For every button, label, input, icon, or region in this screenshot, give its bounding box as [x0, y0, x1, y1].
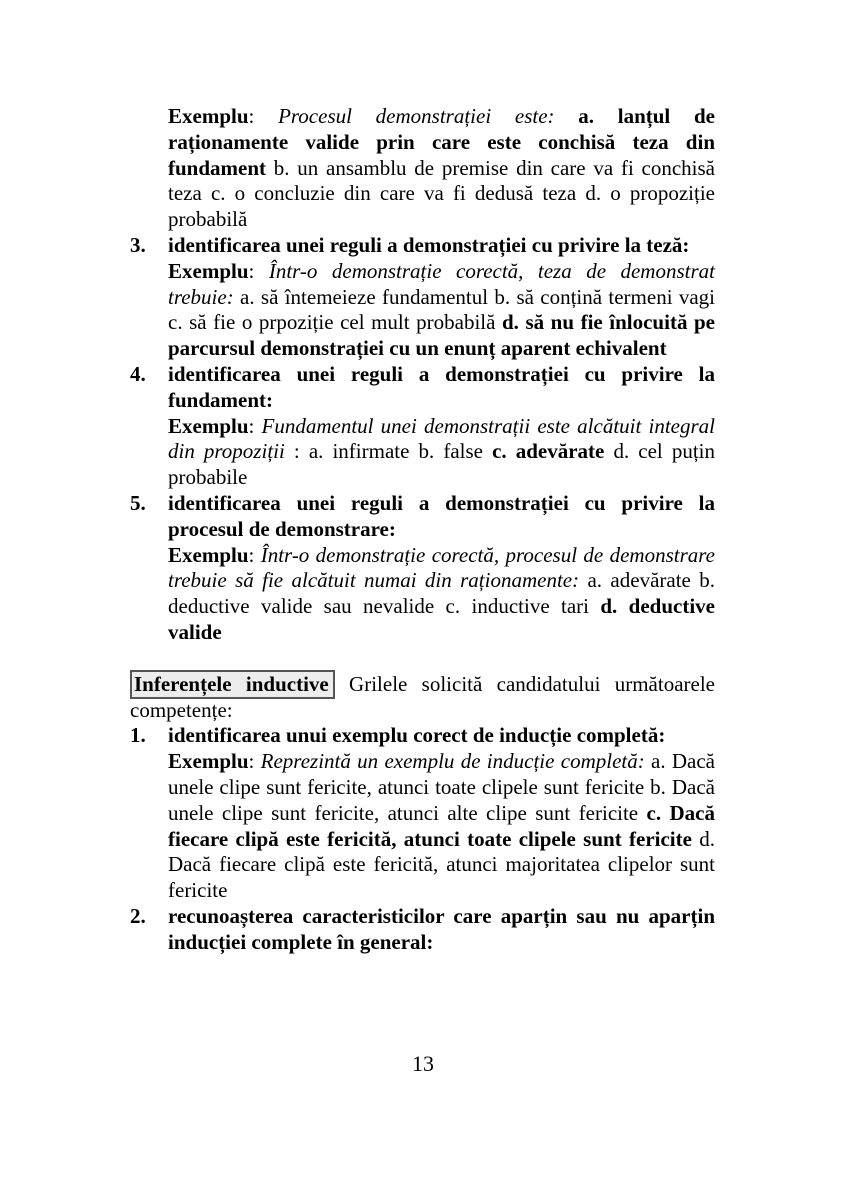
text-run-normal: : — [248, 749, 261, 774]
list-item-heading — [168, 491, 715, 543]
list-item-example — [168, 749, 715, 904]
text-run-normal: a. Dacă unele clipe sunt fericite, atunci toate clipele sunt fericite b. Dacă unele clipe sunt fericite, atunci alte clipe sunt fericite — [168, 749, 716, 825]
text-run-italic: Fundamentul unei demonstrații este alcătuit integral din propoziții — [168, 413, 715, 464]
paragraph-inductive-inferences-intro — [130, 672, 715, 724]
list-item-body — [168, 904, 715, 956]
boxed-heading: Inferențele inductive — [130, 670, 335, 699]
list-item-3 — [130, 233, 715, 362]
text-run-normal: a. să întemeieze fundamentul b. să conțină termeni vagi c. să fie o prpoziție cel mult probabilă — [168, 284, 715, 335]
list-item-number: 4. — [130, 361, 146, 386]
list-item-4 — [130, 362, 715, 491]
page-number: 13 — [412, 1051, 434, 1076]
list-item-number: 1. — [130, 723, 146, 748]
text-run-bold: Exemplu — [168, 258, 249, 283]
text-run-bold: recunoașterea caracteristicilor care aparțin sau nu aparțin inducției complete în general: — [168, 903, 715, 954]
list-item-heading — [168, 233, 715, 259]
text-run-normal: : a. infirmate b. false — [284, 439, 493, 464]
list-item-number: 3. — [130, 232, 146, 257]
text-run-bold: Exemplu — [168, 542, 249, 567]
text-run-bold: a. lanțul de raționamente valide prin care este conchisă teza din fundament — [168, 104, 715, 180]
text-run-normal: : — [248, 413, 262, 438]
paragraph-example-demonstration-process — [168, 104, 715, 233]
list-item-number: 5. — [130, 490, 146, 515]
list-item-body — [168, 362, 715, 491]
text-run-italic: Reprezintă un exemplu de inducție completă: — [260, 749, 652, 774]
text-run-bold: identificarea unei reguli a demonstrației cu privire la teză: — [168, 232, 690, 257]
text-run-italic: Într-o demonstrație corectă, teza de demonstrat trebuie: — [168, 258, 715, 309]
list-item-body — [168, 233, 715, 362]
text-run-normal: d. Dacă fiecare clipă este fericită, atunci majoritatea clipelor sunt fericite — [168, 826, 716, 903]
list-item-5 — [130, 491, 715, 646]
list-item-heading — [168, 904, 715, 956]
list-item-example — [168, 414, 715, 491]
text-run-normal: : — [248, 542, 261, 567]
text-run-bold: c. Dacă fiecare clipă este fericită, atunci toate clipele sunt fericite — [168, 800, 715, 851]
list-item-heading — [168, 362, 715, 414]
text-run-normal: a. adevărate b. deductive valide sau nevalide c. inductive tari — [168, 568, 715, 619]
list-item-body — [168, 723, 715, 904]
list-item-number: 2. — [130, 903, 146, 928]
text-run-normal: Grilele solicită candidatului următoarele competențe: — [130, 671, 716, 722]
text-run-bold: d. deductive valide — [168, 594, 716, 644]
text-run-bold: Exemplu — [168, 104, 249, 128]
text-run-bold: d. să nu fie înlocuită pe parcursul demonstrației cu un enunț aparent echivalent — [168, 310, 715, 361]
page-content — [130, 104, 715, 956]
list-item-1 — [130, 723, 715, 904]
text-run-normal: : — [248, 104, 279, 128]
text-run-normal: d. cel puțin probabile — [168, 439, 715, 490]
text-run-bold: identificarea unei reguli a demonstrației cu privire la procesul de demonstrare: — [168, 490, 715, 541]
text-run-italic: Procesul demonstrației este: — [278, 104, 579, 128]
text-run-bold: Exemplu — [168, 749, 249, 774]
text-run-italic: Într-o demonstrație corectă, procesul de demonstrare trebuie să fie alcătuit numai din raționamente: — [168, 542, 715, 593]
text-run-normal: : — [248, 258, 269, 283]
list-item-example — [168, 543, 715, 646]
text-run-bold: c. adevărate — [492, 439, 605, 464]
text-run-bold: Exemplu — [168, 413, 249, 438]
text-run-bold: identificarea unui exemplu corect de inducție completă: — [168, 723, 666, 748]
list-item-heading — [168, 723, 715, 749]
list-item-body — [168, 491, 715, 646]
text-run-normal: b. un ansamblu de premise din care va fi conchisă teza c. o concluzie din care va fi dedusă teza d. o propoziție probabilă — [168, 155, 715, 232]
list-item-example — [168, 259, 715, 362]
list-item-2 — [130, 904, 715, 956]
text-run-bold: identificarea unei reguli a demonstrației cu privire la fundament: — [168, 361, 715, 412]
